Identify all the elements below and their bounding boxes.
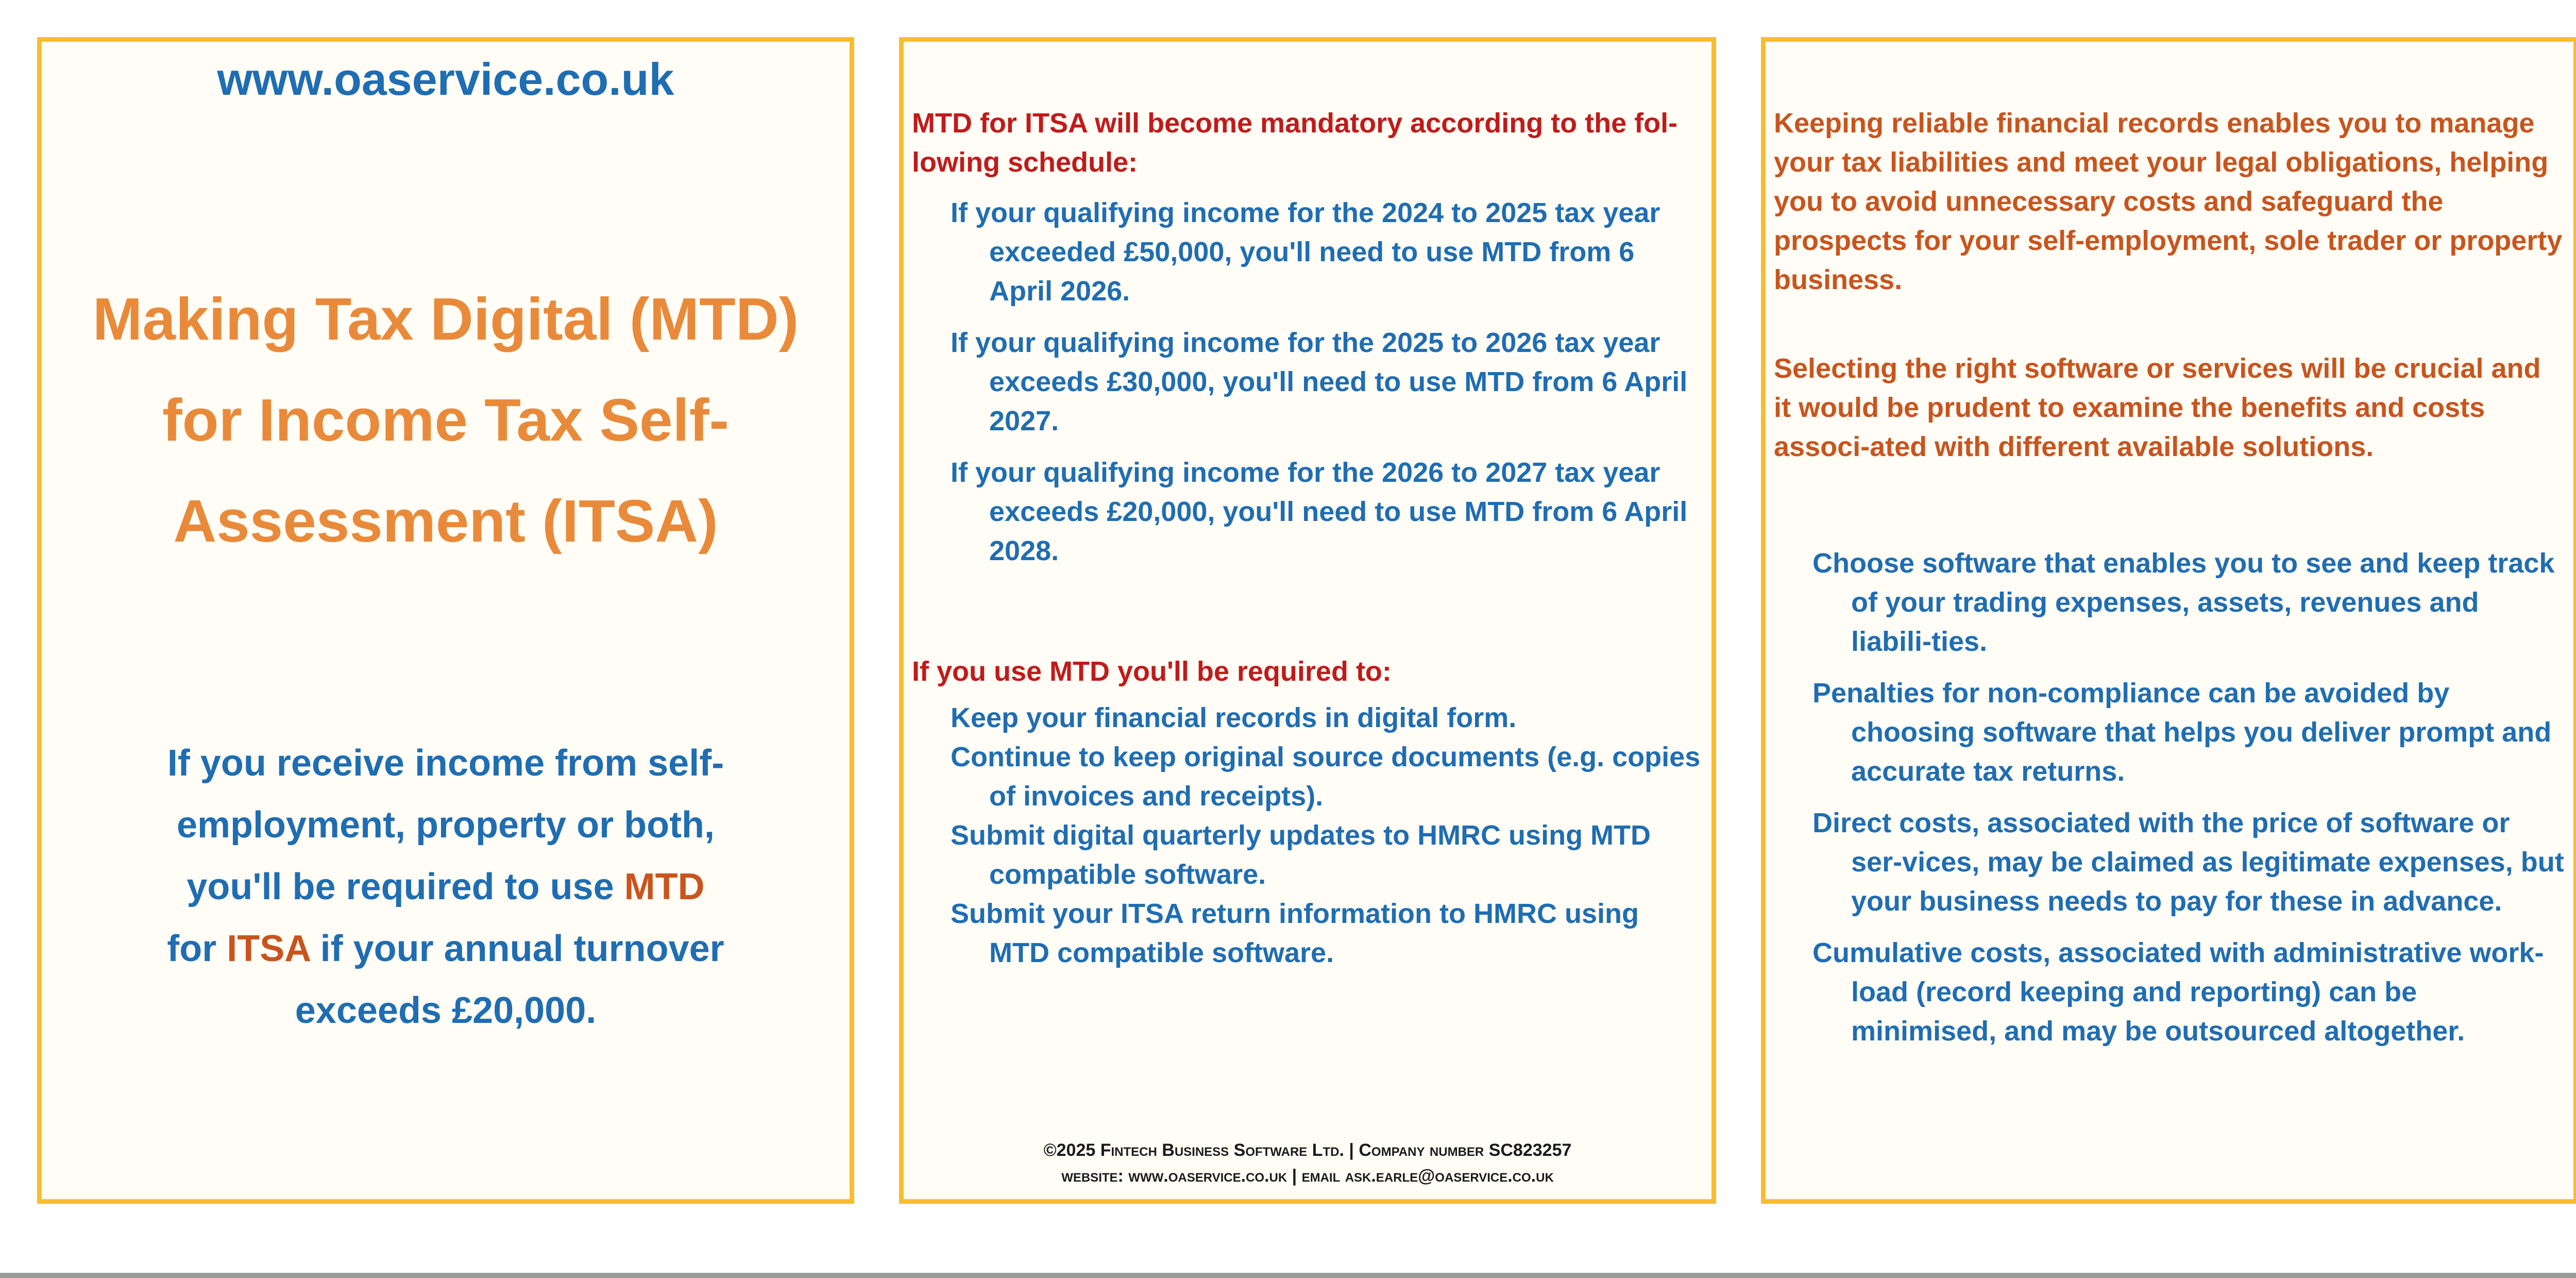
software-paragraph: Selecting the right software or services will be crucial and it would be prudent to examine the benefits and costs associ-ated with different available solutions. xyxy=(1774,353,2541,462)
advice-panel xyxy=(1761,37,2576,1204)
spacer xyxy=(1774,299,2565,349)
schedule-heading: MTD for ITSA will become mandatory according to the fol-lowing schedule: xyxy=(912,108,1678,178)
intro-line: exceeds £20,000. xyxy=(295,990,597,1031)
list-item: Keep your financial records in digital form. xyxy=(951,702,1517,733)
intro-line: If you receive income from self- xyxy=(167,743,724,784)
tips-list xyxy=(1774,544,2565,1051)
intro-text xyxy=(104,732,788,1041)
footer xyxy=(904,1137,1711,1189)
footer-line[interactable]: website: www.oaservice.co.uk | email ask.earle@oaservice.co.uk xyxy=(1061,1166,1554,1186)
cover-panel xyxy=(37,37,854,1204)
title-line: for Income Tax Self- xyxy=(162,386,730,453)
intro-line xyxy=(104,856,788,918)
list-item: Choose software that enables you to see and keep track of your trading expenses, assets, revenues and liabili-ties. xyxy=(1812,548,2555,657)
list-item: Direct costs, associated with the price of software or ser-vices, may be claimed as legitimate expenses, but your business needs to pay for these in advance. xyxy=(1812,808,2564,917)
list-item: Cumulative costs, associated with administrative work-load (record keeping and reporting) can be minimised, and may be outsourced altogether. xyxy=(1812,937,2544,1047)
intro-line: employment, property or both, xyxy=(176,804,715,846)
schedule-column xyxy=(912,104,1703,972)
schedule-list xyxy=(912,193,1703,570)
requirements-list xyxy=(912,698,1703,972)
site-url[interactable]: www.oaservice.co.uk xyxy=(217,54,674,105)
spacer xyxy=(912,583,1703,652)
title-line: Making Tax Digital (MTD) xyxy=(92,285,799,352)
intro-line xyxy=(104,918,788,980)
list-item: If your qualifying income for the 2025 to 2026 tax year exceeds £30,000, you'll need to use MTD from 6 April 2027. xyxy=(951,327,1688,436)
requirements-heading: If you use MTD you'll be required to: xyxy=(912,656,1392,687)
bottom-divider xyxy=(0,1273,2576,1278)
intro-text-part: for xyxy=(167,928,227,969)
list-item: Submit digital quarterly updates to HMRC using MTD compatible software. xyxy=(951,820,1651,890)
spacer xyxy=(1774,466,2565,544)
list-item: If your qualifying income for the 2026 to 2027 tax year exceeds £20,000, you'll need to use MTD from 6 April 2028. xyxy=(951,457,1688,566)
list-item: Submit your ITSA return information to HMRC using MTD compatible software. xyxy=(951,898,1639,968)
intro-text-part: if your annual turnover xyxy=(310,928,724,969)
mtd-highlight: MTD xyxy=(624,866,705,907)
schedule-panel xyxy=(899,37,1716,1204)
intro-paragraph: Keeping reliable financial records enables you to manage your tax liabilities and meet your legal obligations, helping you to avoid unnecessary costs and safeguard the prospects for your self-employment, sole trader or property business. xyxy=(1774,108,2563,295)
list-item: Penalties for non-compliance can be avoided by choosing software that helps you deliver prompt and accurate tax returns. xyxy=(1812,678,2552,787)
page-title xyxy=(62,268,829,571)
advice-column xyxy=(1774,104,2565,1063)
title-line: Assessment (ITSA) xyxy=(173,487,718,554)
list-item: Continue to keep original source documents (e.g. copies of invoices and receipts). xyxy=(951,742,1701,812)
intro-text-part: you'll be required to use xyxy=(187,866,624,907)
footer-line: ©2025 Fintech Business Software Ltd. | Company number SC823257 xyxy=(1043,1140,1572,1160)
list-item: If your qualifying income for the 2024 to 2025 tax year exceeded £50,000, you'll need to use MTD from 6 April 2026. xyxy=(951,197,1660,307)
itsa-highlight: ITSA xyxy=(227,928,310,969)
